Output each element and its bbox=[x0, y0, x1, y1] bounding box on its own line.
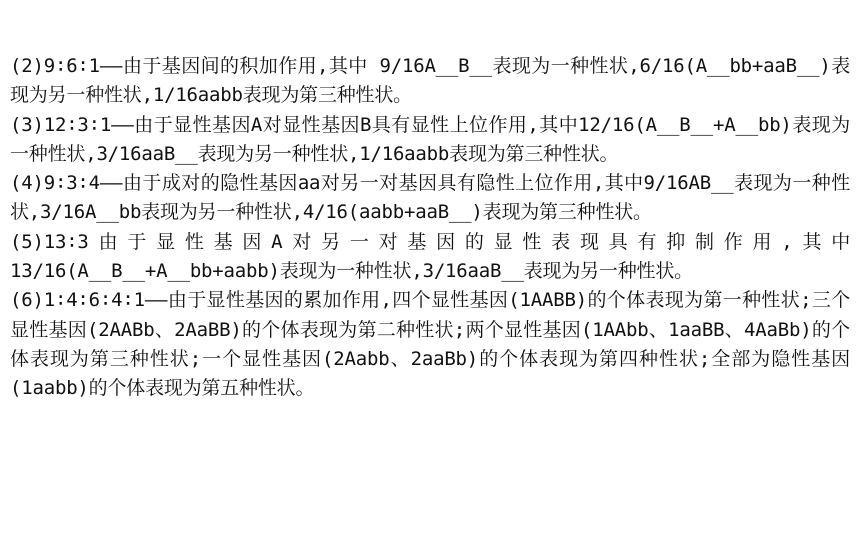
paragraph-ratio-12-3-1: (3)12∶3∶1——由于显性基因A对显性基因B具有显性上位作用,其中12/16(A__B__+A__bb)表现为一种性状,3/16aaB__表现为另一种性状,1/16aabb表现为第三种性状。 bbox=[10, 113, 850, 165]
paragraph-ratio-9-3-4: (4)9∶3∶4——由于成对的隐性基因aa对另一对基因具有隐性上位作用,其中9/16AB__表现为一种性状,3/16A__bb表现为另一种性状,4/16(aabb+aaB__)表现为第三种性状。 bbox=[10, 172, 850, 224]
paragraph-ratio-13-3: (5)13∶3由于显性基因A对另一对基因的显性表现具有抑制作用,其中13/16(A__B__+A__bb+aabb)表现为一种性状,3/16aaB__表现为另一种性状。 bbox=[10, 230, 850, 283]
paragraph-ratio-1-4-6-4-1: (6)1∶4∶6∶4∶1——由于显性基因的累加作用,四个显性基因(1AABB)的个体表现为第一种性状;三个显性基因(2AABb、2AaBB)的个体表现为第二种性状;两个显性基因(1AAbb、1aaBB、4AaBb)的个体表现为第三种性状;一个显性基因(2Aabb、2aaBb)的个体表现为第四种性状;全部为隐性基因(1aabb)的个体表现为第五种性状。 bbox=[10, 289, 850, 400]
document-body bbox=[10, 52, 850, 404]
paragraph-ratio-9-6-1: (2)9∶6∶1——由于基因间的积加作用,其中 9/16A__B__表现为一种性状,6/16(A__bb+aaB__)表现为另一种性状,1/16aabb表现为第三种性状。 bbox=[10, 55, 850, 107]
